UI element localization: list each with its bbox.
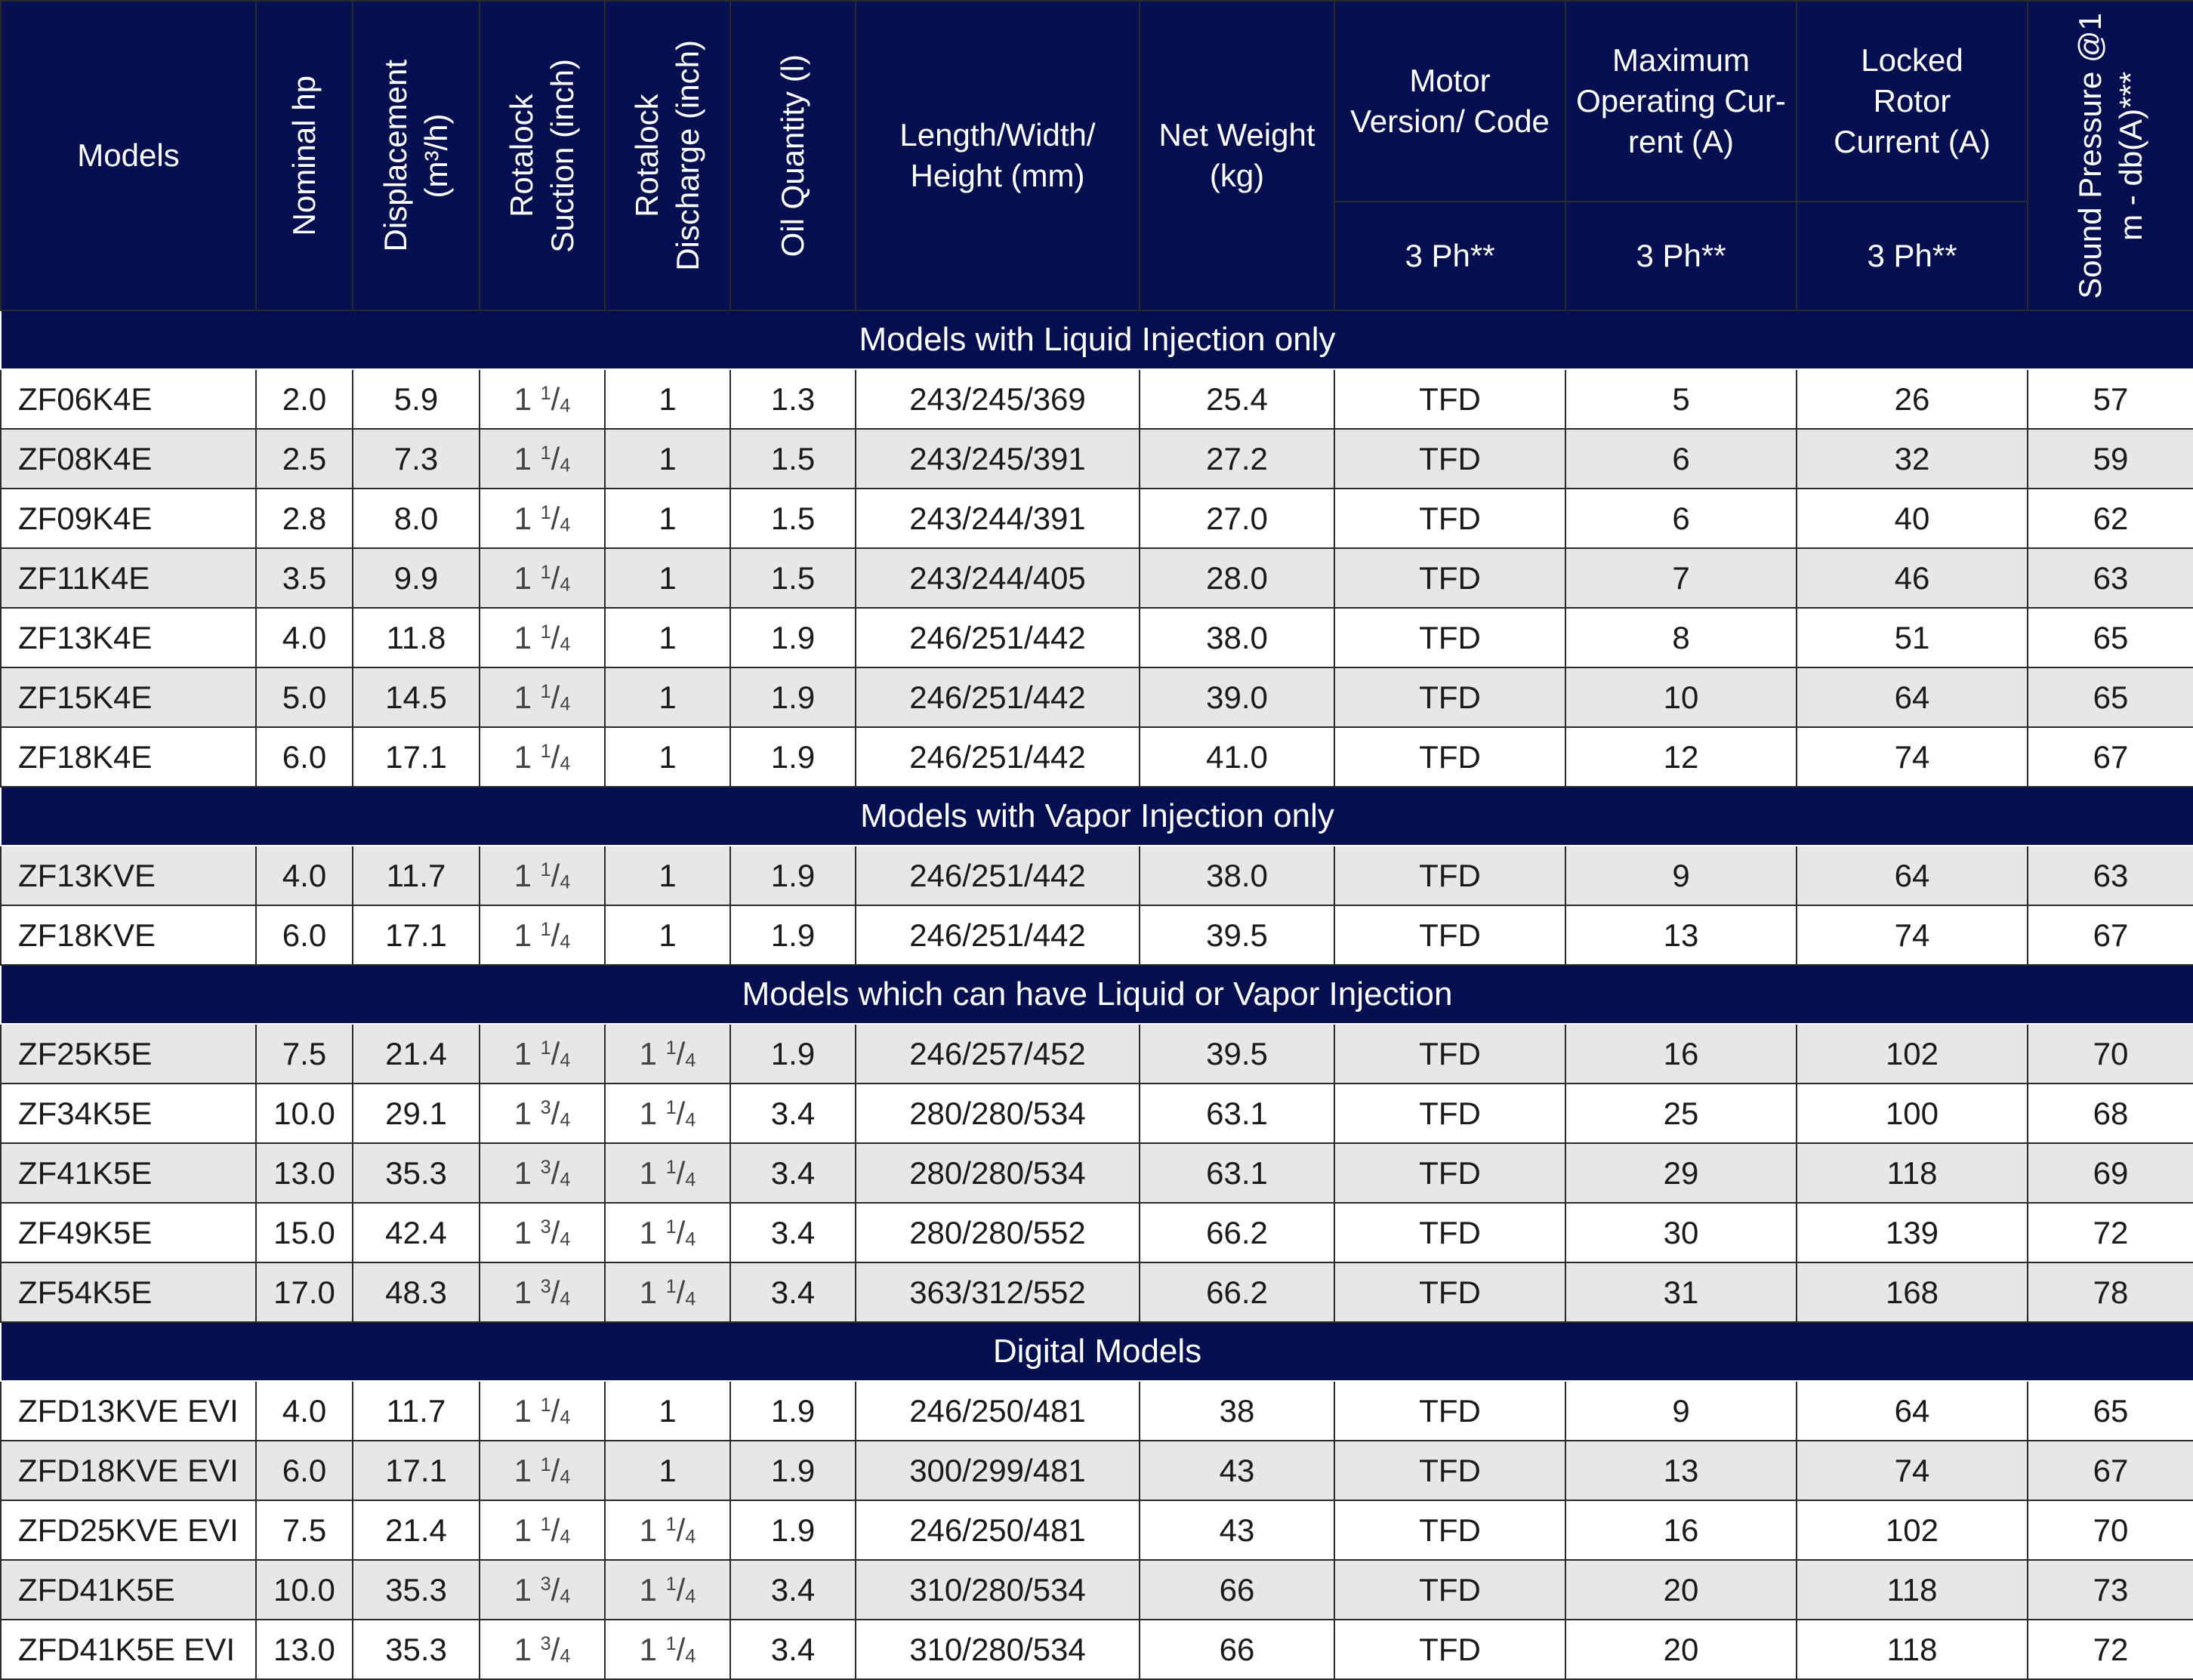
table-row bbox=[1, 1203, 2193, 1262]
cell-rotalock-suction bbox=[480, 1084, 605, 1143]
cell-model: ZF41K5E bbox=[1, 1143, 256, 1203]
cell-model: ZF18KVE bbox=[1, 905, 256, 965]
cell-net-weight: 38.0 bbox=[1140, 608, 1334, 667]
cell-rotalock-discharge bbox=[605, 1560, 730, 1620]
cell-rotalock-suction bbox=[480, 1500, 605, 1560]
cell-nominal-hp: 5.0 bbox=[256, 667, 353, 727]
cell-dimensions: 310/280/534 bbox=[856, 1560, 1140, 1620]
cell-dimensions: 243/245/369 bbox=[856, 369, 1140, 429]
cell-nominal-hp: 6.0 bbox=[256, 905, 353, 965]
table-row bbox=[1, 846, 2193, 905]
fraction-value: 1 $^1$/4 bbox=[639, 1035, 696, 1071]
cell-oil-quantity: 1.9 bbox=[730, 667, 856, 727]
cell-displacement: 11.8 bbox=[353, 608, 480, 667]
cell-nominal-hp: 10.0 bbox=[256, 1560, 353, 1620]
table-row bbox=[1, 1262, 2193, 1322]
cell-locked-rotor-current: 40 bbox=[1797, 489, 2028, 548]
cell-max-current: 16 bbox=[1565, 1500, 1797, 1560]
cell-rotalock-suction bbox=[480, 1024, 605, 1084]
cell-model: ZF49K5E bbox=[1, 1203, 256, 1262]
cell-locked-rotor-current: 100 bbox=[1797, 1084, 2028, 1143]
cell-sound-pressure: 69 bbox=[2028, 1143, 2193, 1203]
table-row bbox=[1, 1441, 2193, 1500]
cell-oil-quantity: 1.9 bbox=[730, 846, 856, 905]
cell-sound-pressure: 73 bbox=[2028, 1560, 2193, 1620]
fraction-value: 1 $^3$/4 bbox=[514, 1095, 571, 1131]
cell-oil-quantity: 3.4 bbox=[730, 1084, 856, 1143]
cell-rotalock-suction bbox=[480, 489, 605, 548]
cell-displacement: 35.3 bbox=[353, 1560, 480, 1620]
table-row bbox=[1, 1024, 2193, 1084]
fraction-value: 1 $^3$/4 bbox=[514, 1631, 571, 1667]
cell-net-weight: 43 bbox=[1140, 1500, 1334, 1560]
fraction-value: 1 $^1$/4 bbox=[639, 1154, 696, 1191]
cell-dimensions: 363/312/552 bbox=[856, 1262, 1140, 1322]
cell-displacement: 29.1 bbox=[353, 1084, 480, 1143]
cell-dimensions: 300/299/481 bbox=[856, 1441, 1140, 1500]
cell-net-weight: 39.5 bbox=[1140, 905, 1334, 965]
cell-rotalock-discharge: 1 bbox=[605, 905, 730, 965]
cell-sound-pressure: 57 bbox=[2028, 369, 2193, 429]
cell-nominal-hp: 15.0 bbox=[256, 1203, 353, 1262]
section-header-row bbox=[1, 1322, 2193, 1381]
cell-dimensions: 246/251/442 bbox=[856, 905, 1140, 965]
cell-sound-pressure: 72 bbox=[2028, 1203, 2193, 1262]
cell-sound-pressure: 72 bbox=[2028, 1620, 2193, 1679]
header-sound-pressure: Sound Pressure @1 m - db(A)*** bbox=[2028, 1, 2193, 310]
cell-displacement: 8.0 bbox=[353, 489, 480, 548]
cell-max-current: 9 bbox=[1565, 846, 1797, 905]
cell-sound-pressure: 63 bbox=[2028, 548, 2193, 608]
cell-oil-quantity: 1.5 bbox=[730, 548, 856, 608]
cell-net-weight: 27.0 bbox=[1140, 489, 1334, 548]
section-header-row bbox=[1, 310, 2193, 369]
cell-displacement: 11.7 bbox=[353, 1381, 480, 1441]
cell-sound-pressure: 62 bbox=[2028, 489, 2193, 548]
cell-sound-pressure: 67 bbox=[2028, 905, 2193, 965]
cell-oil-quantity: 1.9 bbox=[730, 1381, 856, 1441]
cell-max-current: 7 bbox=[1565, 548, 1797, 608]
cell-sound-pressure: 59 bbox=[2028, 429, 2193, 489]
cell-locked-rotor-current: 74 bbox=[1797, 727, 2028, 787]
fraction-value: 1 $^1$/4 bbox=[514, 559, 571, 596]
fraction-value: 1 $^1$/4 bbox=[514, 857, 571, 893]
cell-net-weight: 66 bbox=[1140, 1620, 1334, 1679]
cell-dimensions: 246/250/481 bbox=[856, 1381, 1140, 1441]
cell-model: ZFD25KVE EVI bbox=[1, 1500, 256, 1560]
cell-rotalock-suction bbox=[480, 1262, 605, 1322]
cell-locked-rotor-current: 118 bbox=[1797, 1560, 2028, 1620]
cell-rotalock-discharge bbox=[605, 1500, 730, 1560]
cell-locked-rotor-current: 102 bbox=[1797, 1500, 2028, 1560]
cell-nominal-hp: 4.0 bbox=[256, 608, 353, 667]
table-row bbox=[1, 667, 2193, 727]
header-models: Models bbox=[1, 1, 256, 310]
cell-rotalock-suction bbox=[480, 667, 605, 727]
cell-rotalock-discharge: 1 bbox=[605, 369, 730, 429]
section-header-row bbox=[1, 965, 2193, 1024]
header-max-current: Maximum Operating Cur- rent (A) bbox=[1565, 1, 1797, 202]
cell-nominal-hp: 7.5 bbox=[256, 1500, 353, 1560]
cell-net-weight: 25.4 bbox=[1140, 369, 1334, 429]
cell-motor-version: TFD bbox=[1334, 1203, 1565, 1262]
cell-sound-pressure: 70 bbox=[2028, 1024, 2193, 1084]
cell-displacement: 11.7 bbox=[353, 846, 480, 905]
cell-locked-rotor-current: 64 bbox=[1797, 667, 2028, 727]
header-nominal-hp: Nominal hp bbox=[256, 1, 353, 310]
fraction-value: 1 $^1$/4 bbox=[514, 500, 571, 536]
cell-max-current: 8 bbox=[1565, 608, 1797, 667]
fraction-value: 1 $^1$/4 bbox=[639, 1214, 696, 1250]
cell-model: ZF06K4E bbox=[1, 369, 256, 429]
cell-sound-pressure: 65 bbox=[2028, 667, 2193, 727]
cell-dimensions: 246/251/442 bbox=[856, 608, 1140, 667]
header-net-weight: Net Weight (kg) bbox=[1140, 1, 1334, 310]
cell-dimensions: 243/244/391 bbox=[856, 489, 1140, 548]
cell-dimensions: 246/251/442 bbox=[856, 846, 1140, 905]
cell-dimensions: 246/251/442 bbox=[856, 727, 1140, 787]
cell-model: ZF11K4E bbox=[1, 548, 256, 608]
cell-oil-quantity: 3.4 bbox=[730, 1143, 856, 1203]
cell-rotalock-discharge bbox=[605, 1203, 730, 1262]
table-row bbox=[1, 727, 2193, 787]
cell-oil-quantity: 1.9 bbox=[730, 905, 856, 965]
cell-motor-version: TFD bbox=[1334, 369, 1565, 429]
cell-locked-rotor-current: 139 bbox=[1797, 1203, 2028, 1262]
cell-net-weight: 39.0 bbox=[1140, 667, 1334, 727]
cell-sound-pressure: 78 bbox=[2028, 1262, 2193, 1322]
cell-locked-rotor-current: 168 bbox=[1797, 1262, 2028, 1322]
cell-max-current: 20 bbox=[1565, 1620, 1797, 1679]
fraction-value: 1 $^1$/4 bbox=[639, 1631, 696, 1667]
cell-displacement: 48.3 bbox=[353, 1262, 480, 1322]
header-locked-rotor: Locked Rotor Current (A) bbox=[1797, 1, 2028, 202]
fraction-value: 1 $^1$/4 bbox=[514, 917, 571, 953]
cell-locked-rotor-current: 51 bbox=[1797, 608, 2028, 667]
cell-model: ZF09K4E bbox=[1, 489, 256, 548]
fraction-value: 1 $^3$/4 bbox=[514, 1154, 571, 1191]
cell-dimensions: 246/257/452 bbox=[856, 1024, 1140, 1084]
cell-rotalock-suction bbox=[480, 1620, 605, 1679]
cell-rotalock-suction bbox=[480, 1203, 605, 1262]
section-title: Digital Models bbox=[1, 1322, 2193, 1381]
header-oil-quantity: Oil Quantity (l) bbox=[730, 1, 856, 310]
cell-nominal-hp: 6.0 bbox=[256, 727, 353, 787]
cell-oil-quantity: 1.9 bbox=[730, 608, 856, 667]
cell-nominal-hp: 2.8 bbox=[256, 489, 353, 548]
cell-rotalock-discharge bbox=[605, 1024, 730, 1084]
table-row bbox=[1, 548, 2193, 608]
cell-net-weight: 43 bbox=[1140, 1441, 1334, 1500]
cell-displacement: 35.3 bbox=[353, 1620, 480, 1679]
fraction-value: 1 $^1$/4 bbox=[514, 1035, 571, 1071]
table-row bbox=[1, 1560, 2193, 1620]
table-row bbox=[1, 1500, 2193, 1560]
cell-sound-pressure: 67 bbox=[2028, 727, 2193, 787]
cell-dimensions: 280/280/552 bbox=[856, 1203, 1140, 1262]
cell-displacement: 35.3 bbox=[353, 1143, 480, 1203]
cell-sound-pressure: 65 bbox=[2028, 608, 2193, 667]
cell-net-weight: 41.0 bbox=[1140, 727, 1334, 787]
cell-rotalock-discharge: 1 bbox=[605, 1381, 730, 1441]
cell-locked-rotor-current: 102 bbox=[1797, 1024, 2028, 1084]
cell-locked-rotor-current: 64 bbox=[1797, 846, 2028, 905]
cell-rotalock-discharge: 1 bbox=[605, 846, 730, 905]
cell-rotalock-discharge: 1 bbox=[605, 489, 730, 548]
cell-max-current: 10 bbox=[1565, 667, 1797, 727]
cell-nominal-hp: 7.5 bbox=[256, 1024, 353, 1084]
header-dimensions: Length/Width/ Height (mm) bbox=[856, 1, 1140, 310]
cell-nominal-hp: 10.0 bbox=[256, 1084, 353, 1143]
cell-sound-pressure: 70 bbox=[2028, 1500, 2193, 1560]
cell-net-weight: 63.1 bbox=[1140, 1143, 1334, 1203]
header-motor-version: Motor Version/ Code bbox=[1334, 1, 1565, 202]
cell-oil-quantity: 3.4 bbox=[730, 1560, 856, 1620]
cell-motor-version: TFD bbox=[1334, 727, 1565, 787]
cell-max-current: 9 bbox=[1565, 1381, 1797, 1441]
cell-dimensions: 246/250/481 bbox=[856, 1500, 1140, 1560]
cell-oil-quantity: 1.9 bbox=[730, 1441, 856, 1500]
cell-nominal-hp: 3.5 bbox=[256, 548, 353, 608]
cell-motor-version: TFD bbox=[1334, 1381, 1565, 1441]
cell-net-weight: 39.5 bbox=[1140, 1024, 1334, 1084]
fraction-value: 1 $^1$/4 bbox=[514, 1392, 571, 1429]
cell-motor-version: TFD bbox=[1334, 489, 1565, 548]
cell-displacement: 17.1 bbox=[353, 727, 480, 787]
cell-oil-quantity: 1.9 bbox=[730, 1500, 856, 1560]
cell-max-current: 5 bbox=[1565, 369, 1797, 429]
cell-dimensions: 280/280/534 bbox=[856, 1084, 1140, 1143]
cell-rotalock-discharge: 1 bbox=[605, 1441, 730, 1500]
fraction-value: 1 $^1$/4 bbox=[639, 1274, 696, 1310]
cell-motor-version: TFD bbox=[1334, 846, 1565, 905]
cell-rotalock-discharge bbox=[605, 1143, 730, 1203]
cell-displacement: 17.1 bbox=[353, 905, 480, 965]
cell-motor-version: TFD bbox=[1334, 1620, 1565, 1679]
cell-model: ZF54K5E bbox=[1, 1262, 256, 1322]
cell-locked-rotor-current: 46 bbox=[1797, 548, 2028, 608]
cell-max-current: 30 bbox=[1565, 1203, 1797, 1262]
cell-rotalock-suction bbox=[480, 905, 605, 965]
cell-net-weight: 27.2 bbox=[1140, 429, 1334, 489]
cell-rotalock-suction bbox=[480, 1381, 605, 1441]
cell-model: ZFD13KVE EVI bbox=[1, 1381, 256, 1441]
fraction-value: 1 $^1$/4 bbox=[514, 381, 571, 417]
table-row bbox=[1, 905, 2193, 965]
cell-rotalock-suction bbox=[480, 727, 605, 787]
cell-model: ZF13KVE bbox=[1, 846, 256, 905]
cell-motor-version: TFD bbox=[1334, 1262, 1565, 1322]
fraction-value: 1 $^3$/4 bbox=[514, 1214, 571, 1250]
table-row bbox=[1, 489, 2193, 548]
cell-oil-quantity: 3.4 bbox=[730, 1620, 856, 1679]
cell-sound-pressure: 65 bbox=[2028, 1381, 2193, 1441]
cell-sound-pressure: 67 bbox=[2028, 1441, 2193, 1500]
cell-nominal-hp: 6.0 bbox=[256, 1441, 353, 1500]
table-row bbox=[1, 1620, 2193, 1679]
cell-model: ZF25K5E bbox=[1, 1024, 256, 1084]
fraction-value: 1 $^1$/4 bbox=[639, 1571, 696, 1608]
cell-oil-quantity: 3.4 bbox=[730, 1262, 856, 1322]
cell-model: ZF18K4E bbox=[1, 727, 256, 787]
cell-oil-quantity: 1.9 bbox=[730, 727, 856, 787]
fraction-value: 1 $^1$/4 bbox=[514, 1512, 571, 1548]
cell-oil-quantity: 1.5 bbox=[730, 429, 856, 489]
cell-rotalock-suction bbox=[480, 548, 605, 608]
header-rotalock-discharge: Rotalock Discharge (inch) bbox=[605, 1, 730, 310]
cell-rotalock-suction bbox=[480, 846, 605, 905]
header-displacement: Displacement (m³/h) bbox=[353, 1, 480, 310]
header-phase-rotor: 3 Ph** bbox=[1797, 202, 2028, 310]
table-body bbox=[1, 310, 2193, 1679]
cell-net-weight: 38 bbox=[1140, 1381, 1334, 1441]
fraction-value: 1 $^1$/4 bbox=[514, 679, 571, 715]
cell-displacement: 21.4 bbox=[353, 1500, 480, 1560]
header-phase-current: 3 Ph** bbox=[1565, 202, 1797, 310]
cell-dimensions: 280/280/534 bbox=[856, 1143, 1140, 1203]
cell-max-current: 29 bbox=[1565, 1143, 1797, 1203]
fraction-value: 1 $^1$/4 bbox=[514, 619, 571, 655]
fraction-value: 1 $^1$/4 bbox=[514, 738, 571, 775]
cell-rotalock-suction bbox=[480, 1441, 605, 1500]
section-title: Models with Vapor Injection only bbox=[1, 787, 2193, 846]
cell-sound-pressure: 68 bbox=[2028, 1084, 2193, 1143]
cell-displacement: 17.1 bbox=[353, 1441, 480, 1500]
cell-motor-version: TFD bbox=[1334, 1143, 1565, 1203]
cell-max-current: 13 bbox=[1565, 1441, 1797, 1500]
cell-rotalock-discharge bbox=[605, 1620, 730, 1679]
cell-rotalock-suction bbox=[480, 1143, 605, 1203]
cell-model: ZF15K4E bbox=[1, 667, 256, 727]
cell-motor-version: TFD bbox=[1334, 1441, 1565, 1500]
cell-motor-version: TFD bbox=[1334, 1084, 1565, 1143]
cell-rotalock-suction bbox=[480, 608, 605, 667]
cell-motor-version: TFD bbox=[1334, 548, 1565, 608]
cell-displacement: 21.4 bbox=[353, 1024, 480, 1084]
cell-nominal-hp: 13.0 bbox=[256, 1143, 353, 1203]
cell-dimensions: 246/251/442 bbox=[856, 667, 1140, 727]
cell-model: ZFD18KVE EVI bbox=[1, 1441, 256, 1500]
cell-displacement: 9.9 bbox=[353, 548, 480, 608]
cell-max-current: 6 bbox=[1565, 429, 1797, 489]
cell-motor-version: TFD bbox=[1334, 429, 1565, 489]
cell-rotalock-discharge: 1 bbox=[605, 727, 730, 787]
cell-locked-rotor-current: 74 bbox=[1797, 905, 2028, 965]
cell-max-current: 13 bbox=[1565, 905, 1797, 965]
cell-nominal-hp: 4.0 bbox=[256, 1381, 353, 1441]
cell-dimensions: 243/245/391 bbox=[856, 429, 1140, 489]
cell-nominal-hp: 4.0 bbox=[256, 846, 353, 905]
cell-rotalock-discharge bbox=[605, 1084, 730, 1143]
table-row bbox=[1, 608, 2193, 667]
cell-displacement: 42.4 bbox=[353, 1203, 480, 1262]
section-title: Models with Liquid Injection only bbox=[1, 310, 2193, 369]
cell-oil-quantity: 3.4 bbox=[730, 1203, 856, 1262]
fraction-value: 1 $^3$/4 bbox=[514, 1571, 571, 1608]
cell-max-current: 6 bbox=[1565, 489, 1797, 548]
cell-net-weight: 63.1 bbox=[1140, 1084, 1334, 1143]
fraction-value: 1 $^1$/4 bbox=[514, 440, 571, 476]
section-title: Models which can have Liquid or Vapor Injection bbox=[1, 965, 2193, 1024]
cell-rotalock-suction bbox=[480, 369, 605, 429]
header-phase-motor: 3 Ph** bbox=[1334, 202, 1565, 310]
cell-net-weight: 28.0 bbox=[1140, 548, 1334, 608]
cell-locked-rotor-current: 64 bbox=[1797, 1381, 2028, 1441]
fraction-value: 1 $^1$/4 bbox=[639, 1512, 696, 1548]
cell-model: ZF13K4E bbox=[1, 608, 256, 667]
cell-net-weight: 66.2 bbox=[1140, 1262, 1334, 1322]
cell-locked-rotor-current: 26 bbox=[1797, 369, 2028, 429]
cell-locked-rotor-current: 118 bbox=[1797, 1143, 2028, 1203]
cell-rotalock-discharge: 1 bbox=[605, 429, 730, 489]
cell-model: ZFD41K5E bbox=[1, 1560, 256, 1620]
cell-rotalock-suction bbox=[480, 429, 605, 489]
cell-max-current: 20 bbox=[1565, 1560, 1797, 1620]
cell-max-current: 16 bbox=[1565, 1024, 1797, 1084]
table-row bbox=[1, 1084, 2193, 1143]
cell-nominal-hp: 2.0 bbox=[256, 369, 353, 429]
cell-rotalock-discharge: 1 bbox=[605, 548, 730, 608]
cell-rotalock-discharge: 1 bbox=[605, 608, 730, 667]
cell-net-weight: 38.0 bbox=[1140, 846, 1334, 905]
table-row bbox=[1, 1381, 2193, 1441]
cell-nominal-hp: 13.0 bbox=[256, 1620, 353, 1679]
cell-motor-version: TFD bbox=[1334, 1560, 1565, 1620]
cell-motor-version: TFD bbox=[1334, 1024, 1565, 1084]
cell-motor-version: TFD bbox=[1334, 1500, 1565, 1560]
table-row bbox=[1, 1143, 2193, 1203]
cell-model: ZF08K4E bbox=[1, 429, 256, 489]
cell-locked-rotor-current: 32 bbox=[1797, 429, 2028, 489]
cell-dimensions: 243/244/405 bbox=[856, 548, 1140, 608]
cell-nominal-hp: 17.0 bbox=[256, 1262, 353, 1322]
cell-dimensions: 310/280/534 bbox=[856, 1620, 1140, 1679]
cell-net-weight: 66 bbox=[1140, 1560, 1334, 1620]
header-rotalock-suction: Rotalock Suction (inch) bbox=[480, 1, 605, 310]
cell-motor-version: TFD bbox=[1334, 905, 1565, 965]
cell-rotalock-discharge bbox=[605, 1262, 730, 1322]
cell-motor-version: TFD bbox=[1334, 667, 1565, 727]
section-header-row bbox=[1, 787, 2193, 846]
cell-oil-quantity: 1.9 bbox=[730, 1024, 856, 1084]
cell-net-weight: 66.2 bbox=[1140, 1203, 1334, 1262]
table-row bbox=[1, 429, 2193, 489]
table-row bbox=[1, 369, 2193, 429]
cell-rotalock-suction bbox=[480, 1560, 605, 1620]
cell-locked-rotor-current: 118 bbox=[1797, 1620, 2028, 1679]
cell-rotalock-discharge: 1 bbox=[605, 667, 730, 727]
fraction-value: 1 $^1$/4 bbox=[639, 1095, 696, 1131]
cell-locked-rotor-current: 74 bbox=[1797, 1441, 2028, 1500]
cell-max-current: 25 bbox=[1565, 1084, 1797, 1143]
fraction-value: 1 $^3$/4 bbox=[514, 1274, 571, 1310]
cell-displacement: 5.9 bbox=[353, 369, 480, 429]
cell-max-current: 31 bbox=[1565, 1262, 1797, 1322]
cell-displacement: 7.3 bbox=[353, 429, 480, 489]
cell-model: ZFD41K5E EVI bbox=[1, 1620, 256, 1679]
cell-sound-pressure: 63 bbox=[2028, 846, 2193, 905]
cell-model: ZF34K5E bbox=[1, 1084, 256, 1143]
cell-motor-version: TFD bbox=[1334, 608, 1565, 667]
cell-nominal-hp: 2.5 bbox=[256, 429, 353, 489]
cell-oil-quantity: 1.3 bbox=[730, 369, 856, 429]
cell-oil-quantity: 1.5 bbox=[730, 489, 856, 548]
table-header bbox=[1, 1, 2193, 310]
fraction-value: 1 $^1$/4 bbox=[514, 1452, 571, 1488]
cell-displacement: 14.5 bbox=[353, 667, 480, 727]
cell-max-current: 12 bbox=[1565, 727, 1797, 787]
